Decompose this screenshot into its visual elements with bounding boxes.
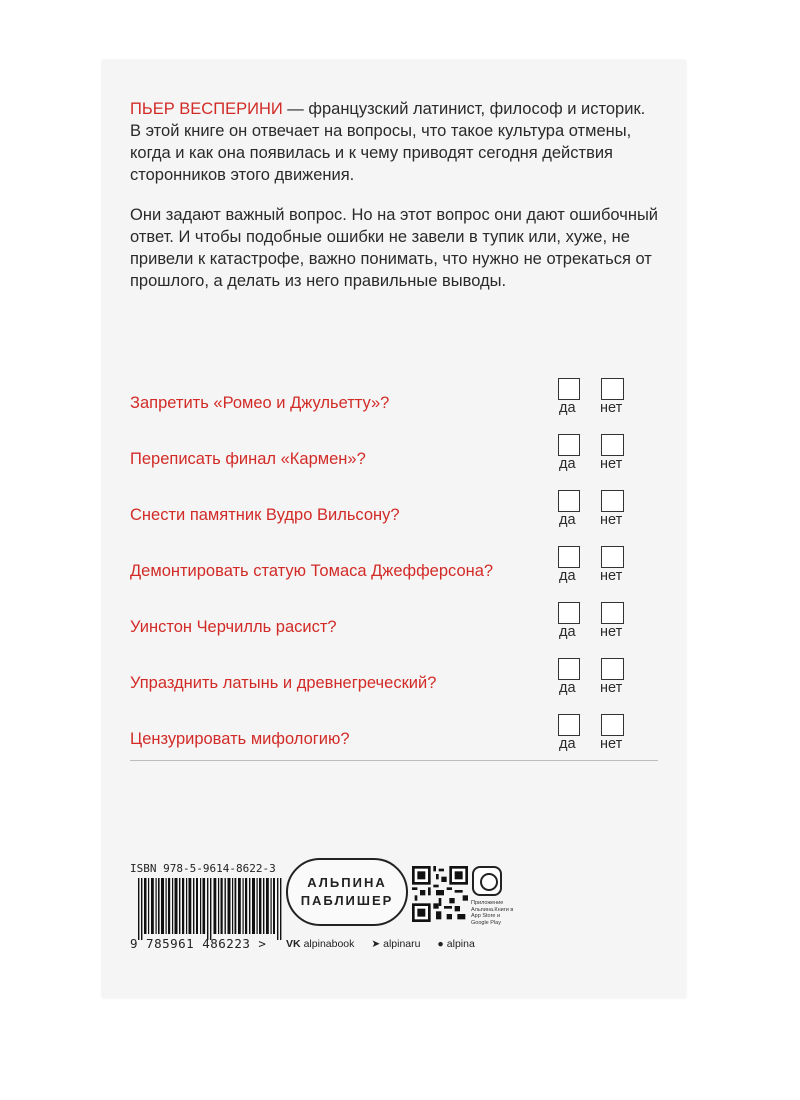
no-label: нет	[600, 736, 623, 752]
yes-label: да	[559, 568, 576, 584]
no-checkbox[interactable]	[601, 714, 624, 736]
question-list	[102, 378, 686, 770]
social-link-telegram[interactable]	[371, 938, 420, 950]
logo-line-1: АЛЬПИНА	[307, 875, 387, 890]
question-text: Упразднить латынь и древнегреческий?	[130, 674, 437, 692]
question-text: Демонтировать статую Томаса Джефферсона?	[130, 562, 494, 580]
isbn-number: ISBN 978-5-9614-8622-3	[130, 862, 276, 875]
barcode-icon	[130, 878, 290, 940]
question-text: Снести памятник Вудро Вильсону?	[130, 506, 400, 524]
alpina-app-icon[interactable]	[472, 866, 502, 896]
yes-label: да	[559, 512, 576, 528]
book-back-cover	[102, 60, 686, 998]
no-label: нет	[600, 680, 623, 696]
yes-checkbox[interactable]	[558, 658, 580, 680]
question-row	[102, 714, 686, 770]
question-row	[102, 602, 686, 658]
no-checkbox[interactable]	[601, 378, 624, 400]
author-name: ПЬЕР ВЕСПЕРИНИ	[130, 100, 283, 118]
yes-checkbox[interactable]	[558, 546, 580, 568]
author-bio: — французский латинист, философ и историк. В этой книге он отвечает на вопросы, что такое культура отмены, когда и как она появилась и к чему приводят сегодня действия сторонников этого движения.	[130, 100, 646, 184]
no-label: нет	[600, 568, 623, 584]
question-text: Цензурировать мифологию?	[130, 730, 350, 748]
yes-checkbox[interactable]	[558, 378, 580, 400]
yes-label: да	[559, 736, 576, 752]
question-row	[102, 658, 686, 714]
yes-checkbox[interactable]	[558, 434, 580, 456]
yes-label: да	[559, 680, 576, 696]
social-link-vk[interactable]	[286, 938, 354, 950]
question-text: Переписать финал «Кармен»?	[130, 450, 366, 468]
question-row	[102, 434, 686, 490]
question-row	[102, 378, 686, 434]
no-label: нет	[600, 624, 623, 640]
intro-paragraph-2: Они задают важный вопрос. Но на этот вопрос они дают ошибочный ответ. И чтобы подобные ошибки не завели в тупик или, хуже, не привели к катастрофе, важно понимать, что нужно не отрекаться от прошлого, а делать из него правильные выводы.	[130, 206, 659, 290]
social-label: alpina	[446, 938, 475, 950]
app-store-caption: Приложение Альпина.Книги в App Store и Google Play	[471, 900, 514, 926]
alpina-icon: ●	[437, 938, 444, 950]
question-text: Уинстон Черчилль расист?	[130, 618, 337, 636]
social-label: alpinabook	[303, 938, 355, 950]
ean-code: 9 785961 486223 >	[130, 936, 267, 951]
question-row	[102, 490, 686, 546]
no-label: нет	[600, 456, 623, 472]
vk-icon: VK	[286, 938, 301, 950]
divider-line	[130, 760, 658, 761]
intro-text	[130, 98, 660, 292]
yes-checkbox[interactable]	[558, 714, 580, 736]
no-label: нет	[600, 400, 623, 416]
telegram-icon: ➤	[371, 938, 381, 950]
yes-label: да	[559, 400, 576, 416]
logo-line-2: ПАБЛИШЕР	[300, 893, 394, 908]
no-checkbox[interactable]	[601, 658, 624, 680]
no-checkbox[interactable]	[601, 602, 624, 624]
yes-label: да	[559, 624, 576, 640]
yes-label: да	[559, 456, 576, 472]
no-checkbox[interactable]	[601, 546, 624, 568]
no-label: нет	[600, 512, 623, 528]
intro-paragraph-1	[130, 98, 660, 186]
yes-checkbox[interactable]	[558, 602, 580, 624]
no-checkbox[interactable]	[601, 434, 624, 456]
publisher-logo	[286, 858, 408, 926]
qr-code-icon[interactable]	[412, 866, 468, 922]
question-row	[102, 546, 686, 602]
social-label: alpinaru	[383, 938, 421, 950]
social-link-alpina[interactable]	[437, 938, 474, 950]
social-links	[286, 938, 489, 950]
yes-checkbox[interactable]	[558, 490, 580, 512]
question-text: Запретить «Ромео и Джульетту»?	[130, 394, 390, 412]
no-checkbox[interactable]	[601, 490, 624, 512]
